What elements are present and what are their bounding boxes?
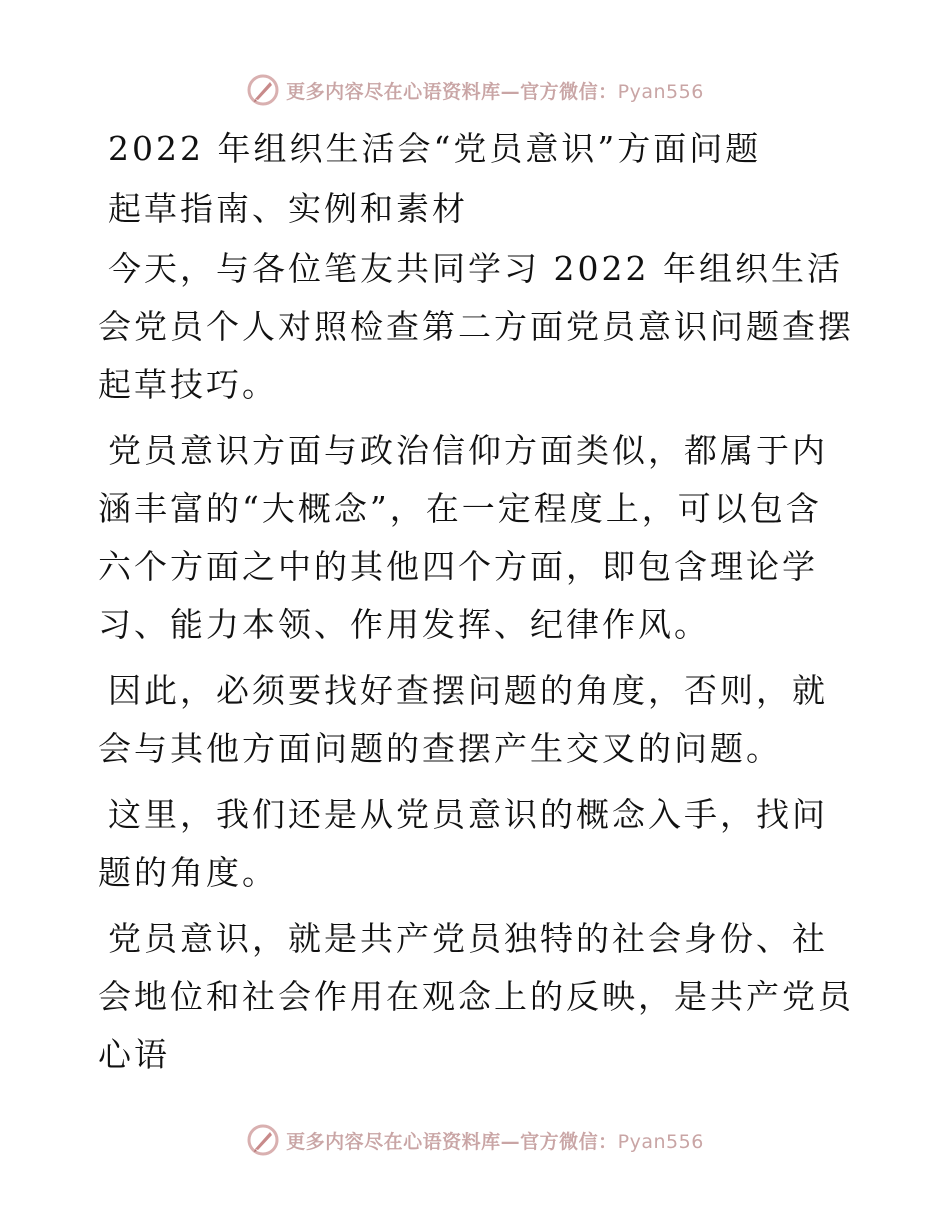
quill-logo-icon — [246, 1123, 280, 1157]
document-title-line-2: 起草指南、实例和素材 — [108, 189, 468, 228]
paragraph-5: 党员意识，就是共产党员独特的社会身份、社会地位和社会作用在观念上的反映，是共产党员心语 — [98, 919, 854, 1074]
paragraph-2: 党员意识方面与政治信仰方面类似，都属于内涵丰富的“大概念”，在一定程度上，可以包含六个方面之中的其他四个方面，即包含理论学习、能力本领、作用发挥、纪律作风。 — [98, 431, 828, 644]
footer-watermark — [0, 1120, 950, 1160]
document-title-line-1: 2022 年组织生活会“党员意识”方面问题 — [108, 129, 762, 168]
document-body — [98, 120, 854, 1092]
watermark-id: Pyan556 — [617, 1130, 704, 1153]
paragraph-1: 今天，与各位笔友共同学习 2022 年组织生活会党员个人对照检查第二方面党员意识问题查摆起草技巧。 — [98, 249, 854, 404]
quill-logo-icon — [246, 73, 280, 107]
watermark-id: Pyan556 — [617, 80, 704, 103]
watermark-text: 更多内容尽在心语资料库—官方微信：Pyan556 — [286, 80, 704, 103]
paragraph-4: 这里，我们还是从党员意识的概念入手，找问题的角度。 — [98, 795, 828, 892]
paragraph-3: 因此，必须要找好查摆问题的角度，否则，就会与其他方面问题的查摆产生交叉的问题。 — [98, 671, 828, 768]
header-watermark — [0, 70, 950, 110]
watermark-text: 更多内容尽在心语资料库—官方微信：Pyan556 — [286, 1130, 704, 1153]
